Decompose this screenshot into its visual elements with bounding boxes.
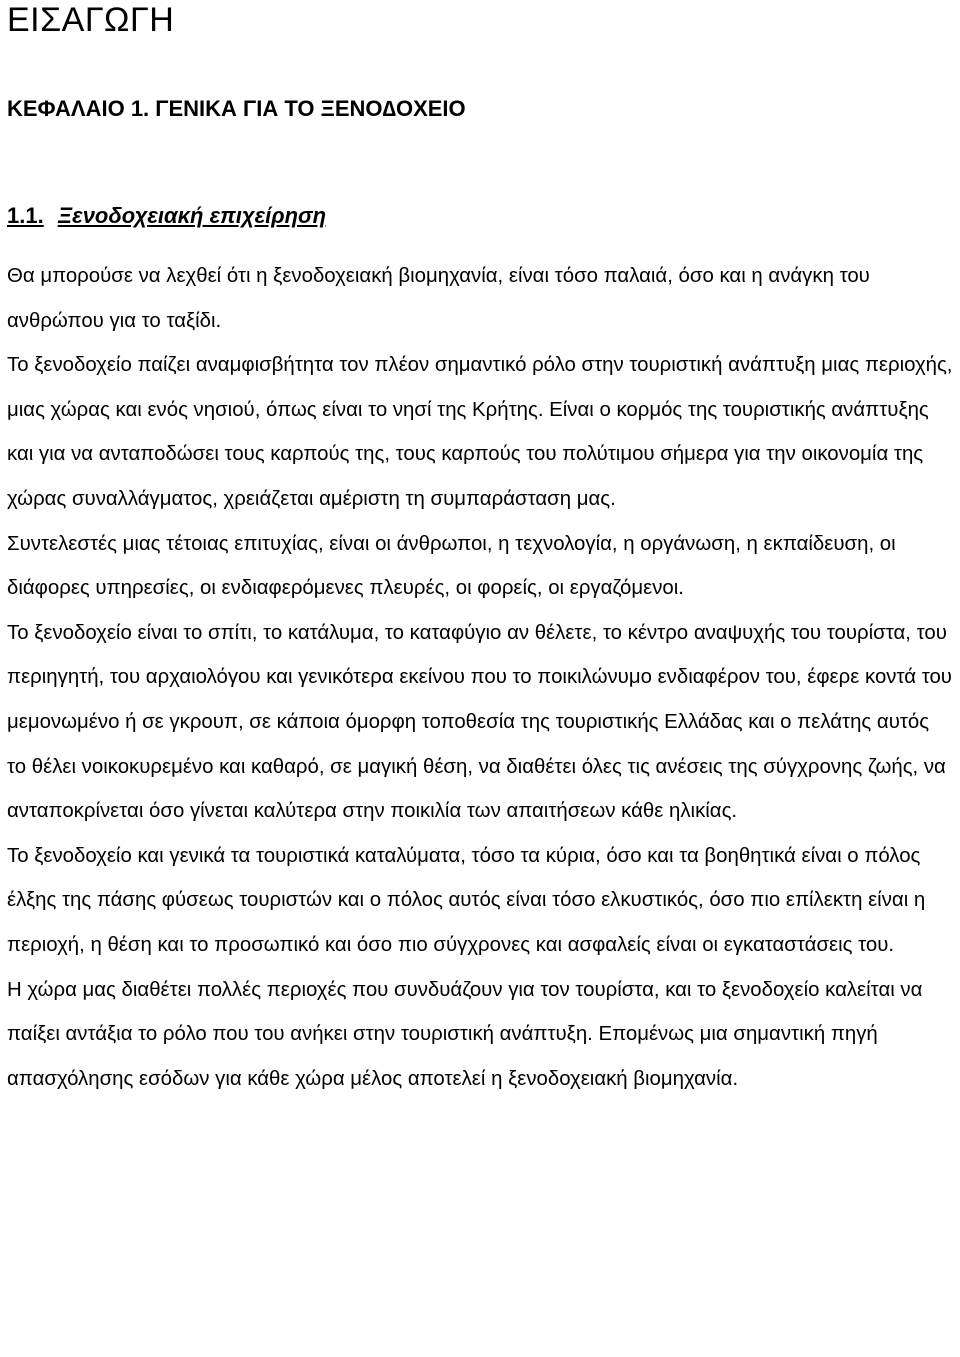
paragraph-5: Το ξενοδοχείο και γενικά τα τουριστικά καταλύματα, τόσο τα κύρια, όσο και τα βοηθητικά είναι ο πόλος έλξης της πάσης φύσεως τουριστών και ο πόλος αυτός είναι τόσο ελκυστικός, όσο πιο επίλεκτη είναι η περιοχή, η θέση και το προσωπικό και όσο πιο σύγχρονες και ασφαλείς είναι οι εγκαταστάσεις του. <box>7 844 926 956</box>
paragraph-1: Θα μπορούσε να λεχθεί ότι η ξενοδοχειακή βιομηχανία, είναι τόσο παλαιά, όσο και η ανάγκη του ανθρώπου για το ταξίδι. <box>7 265 870 332</box>
paragraph-3: Συντελεστές μιας τέτοιας επιτυχίας, είναι οι άνθρωποι, η τεχνολογία, η οργάνωση, η εκπαίδευση, οι διάφορες υπηρεσίες, οι ενδιαφερόμενες πλευρές, οι φορείς, οι εργαζόμενοι. <box>7 532 896 600</box>
paragraph-2: Το ξενοδοχείο παίζει αναμφισβήτητα τον πλέον σημαντικό ρόλο στην τουριστική ανάπτυξη μιας περιοχής, μιας χώρας και ενός νησιού, όπως είναι το νησί της Κρήτης. Είναι ο κορμός της τουριστικής ανάπτυξης και για να ανταποδώσει τους καρπούς της, τους καρπούς του πολύτιμου σήμερα για την οικονομία της χώρας συναλλάγματος, χρειάζεται αμέριστη τη συμπαράσταση μας. <box>7 354 953 510</box>
paragraph-6: Η χώρα μας διαθέτει πολλές περιοχές που συνδυάζουν για τον τουρίστα, και το ξενοδοχείο καλείται να παίξει αντάξια το ρόλο που του ανήκει στην τουριστική ανάπτυξη. Επομένως μια σημαντική πηγή απασχόλησης εσόδων για κάθε χώρα μέλος αποτελεί η ξενοδοχειακή βιομηχανία. <box>7 978 923 1090</box>
document-title: ΕΙΣΑΓΩΓΗ <box>7 1 175 39</box>
section-number: 1.1. <box>7 203 44 228</box>
paragraph-4: Το ξενοδοχείο είναι το σπίτι, το κατάλυμα, το καταφύγιο αν θέλετε, το κέντρο αναψυχής του τουρίστα, του περιηγητή, του αρχαιολόγου και γενικότερα εκείνου που το ποικιλώνυμο ενδιαφέρον του, έφερε κοντά του μεμονωμένο ή σε γκρουπ, σε κάποια όμορφη τοποθεσία της τουριστικής Ελλάδας και ο πελάτης αυτός το θέλει νοικοκυρεμένο και καθαρό, σε μαγική θέση, να διαθέτει όλες τις ανέσεις της σύγχρονης ζωής, να ανταποκρίνεται όσο γίνεται καλύτερα στην ποικιλία των απαιτήσεων κάθε ηλικίας. <box>7 621 952 823</box>
chapter-heading: ΚΕΦΑΛΑΙΟ 1. ΓΕΝΙΚΑ ΓΙΑ ΤΟ ΞΕΝΟ∆ΟΧΕΙΟ <box>7 96 466 121</box>
body-text <box>7 254 953 1101</box>
section-title: Ξενοδοχειακή επιχείρηση <box>57 203 327 228</box>
section-heading <box>7 200 326 232</box>
